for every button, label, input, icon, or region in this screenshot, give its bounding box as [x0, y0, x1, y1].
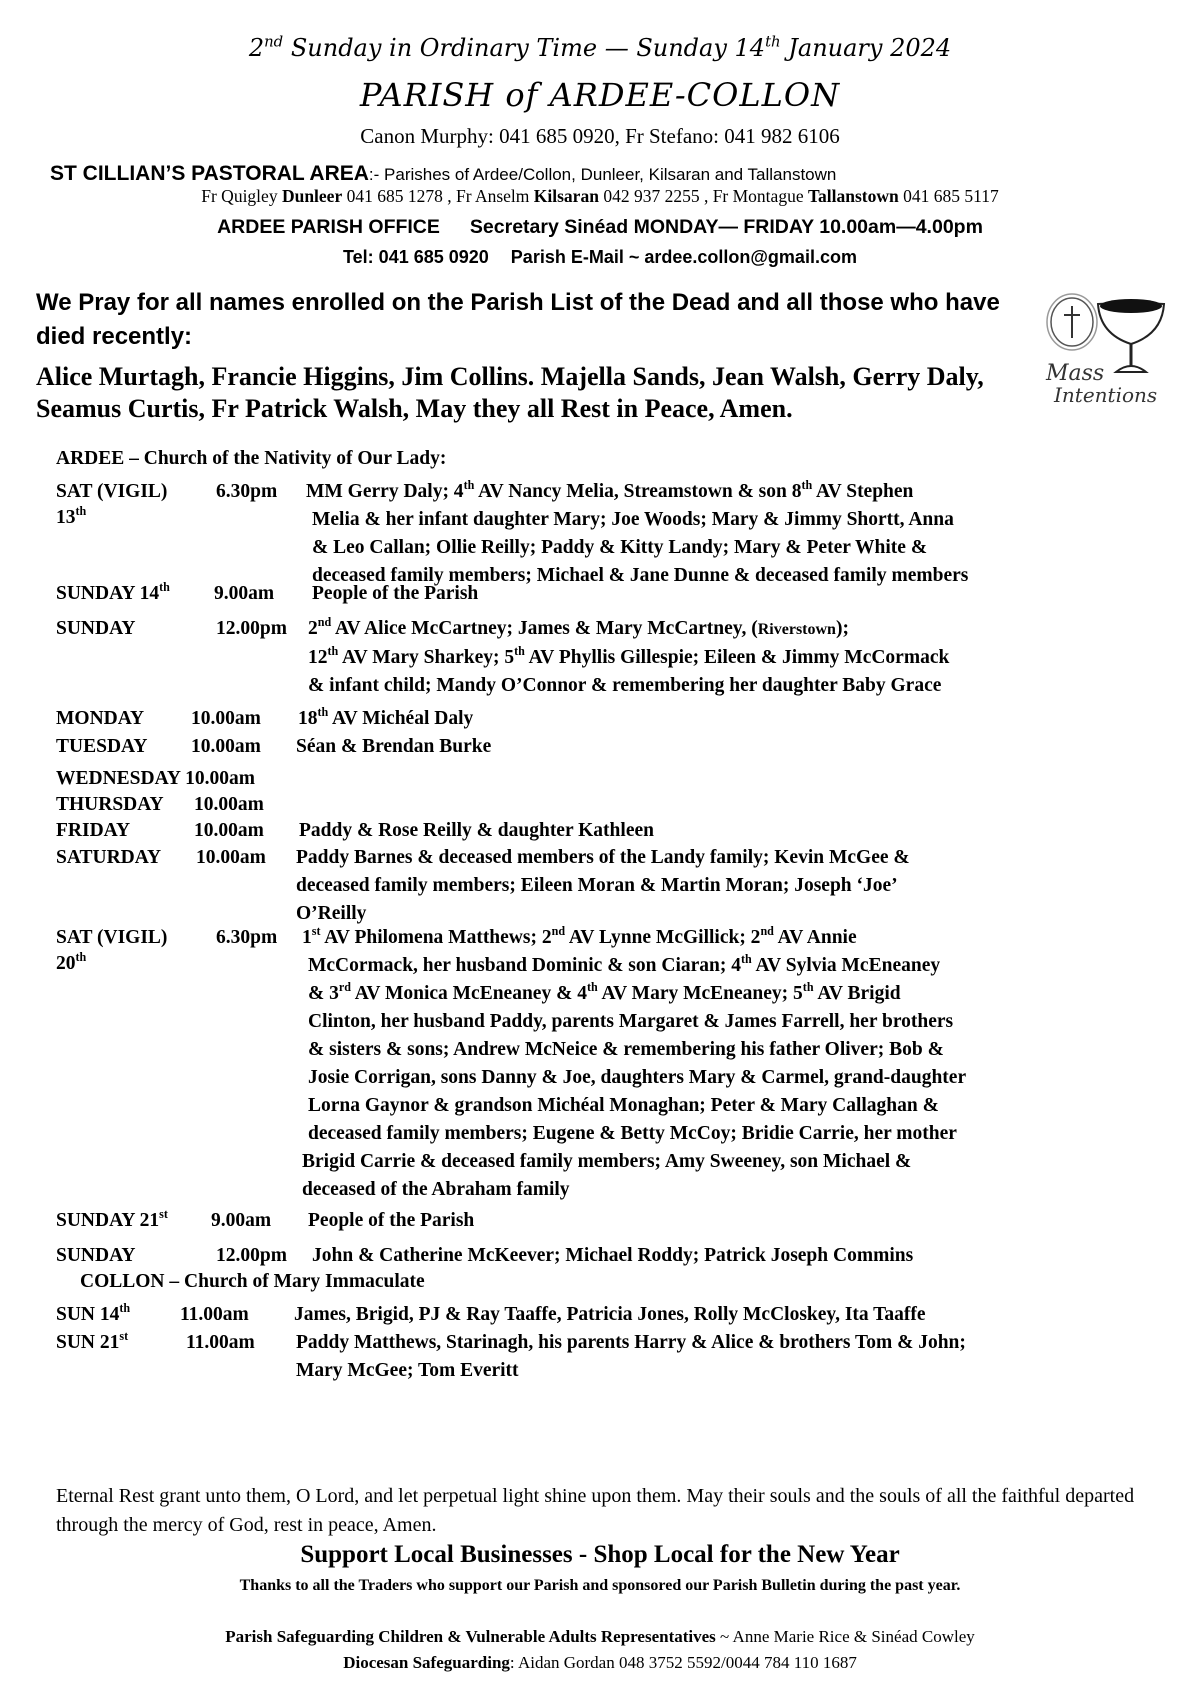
day-label: SUNDAY	[56, 618, 136, 639]
diocesan-safeguarding-line	[0, 1653, 1200, 1673]
pastoral-area-line	[50, 162, 836, 186]
prayer-intro: We Pray for all names enrolled on the Parish List of the Dead and all those who have died recently:	[36, 289, 1000, 350]
safeguarding-names: ~ Anne Marie Rice & Sinéad Cowley	[715, 1627, 975, 1646]
office-hours: Secretary Sinéad MONDAY— FRIDAY 10.00am—4.00pm	[469, 216, 983, 238]
intentions-text: 18th AV Michéal Daly	[298, 705, 474, 729]
intentions-text: Séan & Brendan Burke	[296, 736, 492, 757]
sunday-title	[0, 34, 1200, 62]
area-phone-3: 041 685 5117	[898, 186, 999, 206]
mass-time: 9.00am	[214, 583, 275, 604]
office-label: ARDEE PARISH OFFICE	[217, 216, 440, 238]
pastoral-area-title: ST CILLIAN’S PASTORAL AREA	[50, 162, 369, 185]
mass-intentions-icon	[1040, 292, 1170, 422]
day-label: WEDNESDAY 10.00am	[56, 768, 255, 789]
intentions-text: Paddy & Rose Reilly & daughter Kathleen	[299, 820, 654, 841]
mass-schedule	[56, 445, 1176, 1485]
eternal-rest-prayer: Eternal Rest grant unto them, O Lord, and let perpetual light shine upon them. May their souls and the souls of all the faithful departed through the mercy of God, rest in peace, Amen.	[56, 1485, 1135, 1536]
area-place-kilsaran: Kilsaran	[533, 186, 599, 206]
mass-time: 10.00am	[196, 847, 266, 868]
day-label: SATURDAY	[56, 847, 162, 868]
intentions-text: James, Brigid, PJ & Ray Taaffe, Patricia Jones, Rolly McCloskey, Ita Taaffe	[294, 1304, 926, 1325]
mass-time: 11.00am	[186, 1332, 255, 1353]
mass-time: 10.00am	[194, 820, 264, 841]
parish-office-line	[0, 216, 1200, 239]
day-label: THURSDAY	[56, 794, 164, 815]
ardee-church-heading: ARDEE – Church of the Nativity of Our Lady:	[56, 448, 447, 469]
area-place-tallanstown: Tallanstown	[807, 186, 899, 206]
day-label: TUESDAY	[56, 736, 148, 757]
intentions-text: John & Catherine McKeever; Michael Roddy; Patrick Joseph Commins	[312, 1245, 914, 1266]
day-label: SAT (VIGIL)	[56, 481, 168, 502]
office-telephone: Tel: 041 685 0920	[343, 247, 489, 267]
chalice-host-icon	[1040, 292, 1170, 422]
mass-time: 10.00am	[194, 794, 264, 815]
day-label: SUNDAY 21st	[56, 1207, 168, 1231]
mass-time: 12.00pm	[216, 1245, 287, 1266]
mass-time: 10.00am	[191, 708, 261, 729]
diocesan-contact: : Aidan Gordan 048 3752 5592/0044 784 110 1687	[509, 1653, 857, 1672]
intentions-text: MM Gerry Daly; 4th AV Nancy Melia, Streamstown & son 8th AV Stephen Melia & her infant daughter Mary; Joe Woods; Mary & Jimmy Shortt, Anna & Leo Callan; Ollie Reilly; Paddy & Kitty Landy; Mary & Peter White & deceased family members; Michael & Jane Dunne & deceased family members	[306, 478, 969, 586]
title-ordinal: 2	[248, 34, 265, 62]
day-label: SUNDAY	[56, 1245, 136, 1266]
day-date: 20th	[56, 950, 87, 974]
day-label: SUN 14th	[56, 1301, 131, 1325]
pastoral-area-parishes: :- Parishes of Ardee/Collon, Dunleer, Kilsaran and Tallanstown	[368, 165, 837, 184]
area-place-dunleer: Dunleer	[281, 186, 343, 206]
thanks-traders: Thanks to all the Traders who support our Parish and sponsored our Parish Bulletin during the past year.	[239, 1577, 961, 1594]
day-label: SAT (VIGIL)	[56, 927, 168, 948]
intentions-text: Paddy Matthews, Starinagh, his parents Harry & Alice & brothers Tom & John; Mary McGee; Tom Everitt	[296, 1332, 966, 1381]
title-middle: Sunday in Ordinary Time — Sunday 14	[283, 34, 766, 62]
intentions-icon-label: Intentions	[1054, 383, 1158, 407]
mass-time: 9.00am	[211, 1210, 272, 1231]
safeguarding-line	[0, 1627, 1200, 1647]
mass-time: 6.30pm	[216, 481, 278, 502]
mass-time: 12.00pm	[216, 618, 287, 639]
parish-title: PARISH of ARDEE-COLLON	[359, 76, 841, 114]
area-priests-line	[0, 186, 1200, 207]
day-label: MONDAY	[56, 708, 145, 729]
mass-time: 6.30pm	[216, 927, 278, 948]
title-end: January 2024	[780, 34, 952, 62]
day-label: SUN 21st	[56, 1329, 129, 1353]
intentions-text: People of the Parish	[312, 583, 479, 604]
intentions-text: 2nd AV Alice McCartney; James & Mary McCartney, (Riverstown); 12th AV Mary Sharkey; 5th AV Phyllis Gillespie; Eileen & Jimmy McCormack & infant child; Mandy O’Connor & remembering her daughter Baby Grace	[308, 615, 950, 696]
area-priest-1: Fr Quigley	[201, 186, 282, 206]
support-local-heading: Support Local Businesses - Shop Local for the New Year	[300, 1541, 900, 1568]
collon-church-heading: COLLON – Church of Mary Immaculate	[80, 1271, 425, 1292]
diocesan-label: Diocesan Safeguarding	[343, 1653, 510, 1672]
safeguarding-label: Parish Safeguarding Children & Vulnerable Adults Representatives	[225, 1627, 716, 1646]
recently-deceased-names: Alice Murtagh, Francie Higgins, Jim Collins. Majella Sands, Jean Walsh, Gerry Daly, Seamus Curtis, Fr Patrick Walsh, May they all Rest in Peace, Amen.	[36, 362, 984, 423]
contact-line	[0, 247, 1200, 268]
title-date-sup: th	[765, 32, 781, 51]
title-ordinal-sup: nd	[264, 32, 284, 51]
area-phone-2: 042 937 2255 , Fr Montague	[598, 186, 808, 206]
mass-time: 10.00am	[191, 736, 261, 757]
intentions-text: Paddy Barnes & deceased members of the Landy family; Kevin McGee & deceased family members; Eileen Moran & Martin Moran; Joseph ‘Joe’ O’Reilly	[296, 847, 910, 924]
mass-icon-label: Mass	[1046, 361, 1105, 386]
day-label: SUNDAY 14th	[56, 580, 170, 604]
day-label: FRIDAY	[56, 820, 131, 841]
mass-time: 11.00am	[180, 1304, 249, 1325]
intentions-text: 1st AV Philomena Matthews; 2nd AV Lynne McGillick; 2nd AV Annie McCormack, her husband Dominic & son Ciaran; 4th AV Sylvia McEneaney & 3rd AV Monica McEneaney & 4th AV Mary McEneaney; 5th AV Brigid Clinton, her husband Paddy, parents Margaret & James Farrell, her brothers & sisters & sons; Andrew McNeice & remembering his father Oliver; Bob & Josie Corrigan, sons Danny & Joe, daughters Mary & Carmel, grand-daughter Lorna Gaynor & grandson Michéal Monaghan; Peter & Mary Callaghan & deceased family members; Eugene & Betty McCoy; Bridie Carrie, her mother Brigid Carrie & deceased family members; Amy Sweeney, son Michael & deceased of the Abraham family	[302, 924, 967, 1200]
office-email: Parish E-Mail ~ ardee.collon@gmail.com	[510, 247, 857, 267]
day-date: 13th	[56, 504, 87, 528]
priests-line: Canon Murphy: 041 685 0920, Fr Stefano: 041 982 6106	[360, 124, 840, 148]
area-phone-1: 041 685 1278 , Fr Anselm	[342, 186, 534, 206]
intentions-text: People of the Parish	[308, 1210, 475, 1231]
